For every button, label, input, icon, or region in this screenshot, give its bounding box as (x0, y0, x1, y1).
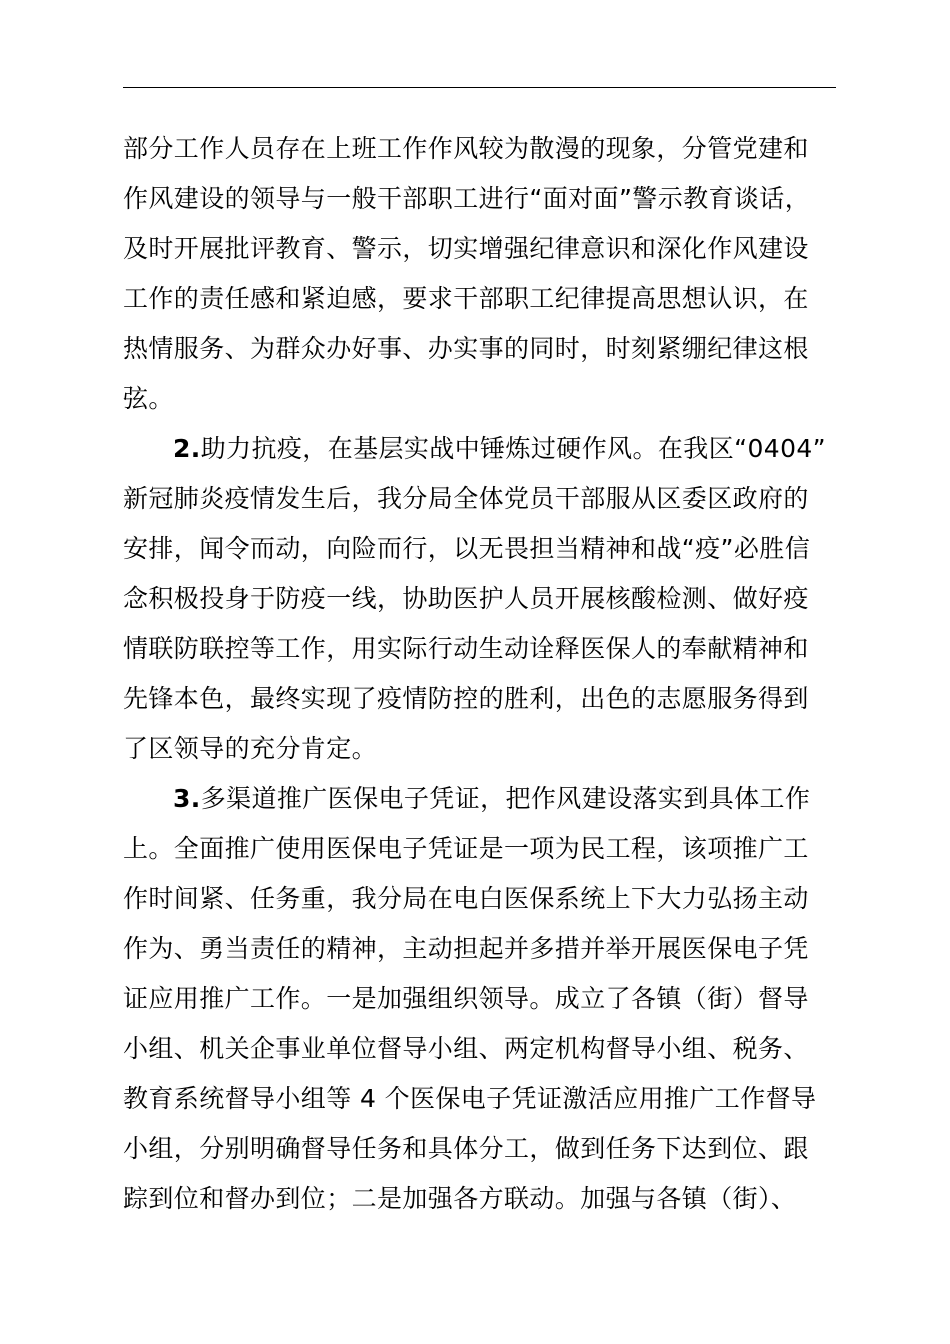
header-rule (123, 87, 836, 88)
paragraph-line: 踪到位和督办到位；二是加强各方联动。加强与各镇（街）、 (123, 1184, 797, 1213)
paragraph-line: 了区领导的充分肯定。 (123, 734, 378, 763)
paragraph-line: 作为、勇当责任的精神，主动担起并多措并举开展医保电子凭 (123, 934, 809, 963)
paragraph-line: 证应用推广工作。一是加强组织领导。成立了各镇（街）督导 (123, 984, 809, 1013)
section-2-first-line (173, 434, 826, 464)
paragraph-line: 念积极投身于防疫一线，协助医护人员开展核酸检测、做好疫 (123, 584, 809, 613)
section-3-number: 3. (173, 784, 201, 813)
paragraph-line: 新冠肺炎疫情发生后，我分局全体党员干部服从区委区政府的 (123, 484, 809, 513)
paragraph-line: 小组、机关企事业单位督导小组、两定机构督导小组、税务、 (123, 1034, 809, 1063)
paragraph-line: 情联防联控等工作，用实际行动生动诠释医保人的奉献精神和 (123, 634, 809, 663)
paragraph-line: 部分工作人员存在上班工作作风较为散漫的现象，分管党建和 (123, 134, 809, 163)
paragraph-line: 及时开展批评教育、警示，切实增强纪律意识和深化作风建设 (123, 234, 809, 263)
paragraph-line: 教育系统督导小组等 4 个医保电子凭证激活应用推广工作督导 (123, 1084, 817, 1113)
section-3-first-line (173, 784, 810, 814)
paragraph-line: 先锋本色，最终实现了疫情防控的胜利，出色的志愿服务得到 (123, 684, 809, 713)
paragraph-line: 上。全面推广使用医保电子凭证是一项为民工程，该项推广工 (123, 834, 809, 863)
section-2-heading-text: 助力抗疫，在基层实战中锤炼过硬作风。在我区“0404” (200, 434, 827, 463)
section-3-heading-text: 多渠道推广医保电子凭证，把作风建设落实到具体工作 (200, 784, 811, 813)
paragraph-line: 弦。 (123, 384, 174, 413)
section-2-number: 2. (173, 434, 201, 463)
paragraph-line: 热情服务、为群众办好事、办实事的同时，时刻紧绷纪律这根 (123, 334, 809, 363)
paragraph-line: 小组，分别明确督导任务和具体分工，做到任务下达到位、跟 (123, 1134, 809, 1163)
paragraph-line: 作时间紧、任务重，我分局在电白医保系统上下大力弘扬主动 (123, 884, 809, 913)
paragraph-line: 作风建设的领导与一般干部职工进行“面对面”警示教育谈话， (123, 184, 811, 213)
paragraph-line: 工作的责任感和紧迫感，要求干部职工纪律提高思想认识，在 (123, 284, 809, 313)
paragraph-line: 安排，闻令而动，向险而行，以无畏担当精神和战“疫”必胜信 (123, 534, 811, 563)
